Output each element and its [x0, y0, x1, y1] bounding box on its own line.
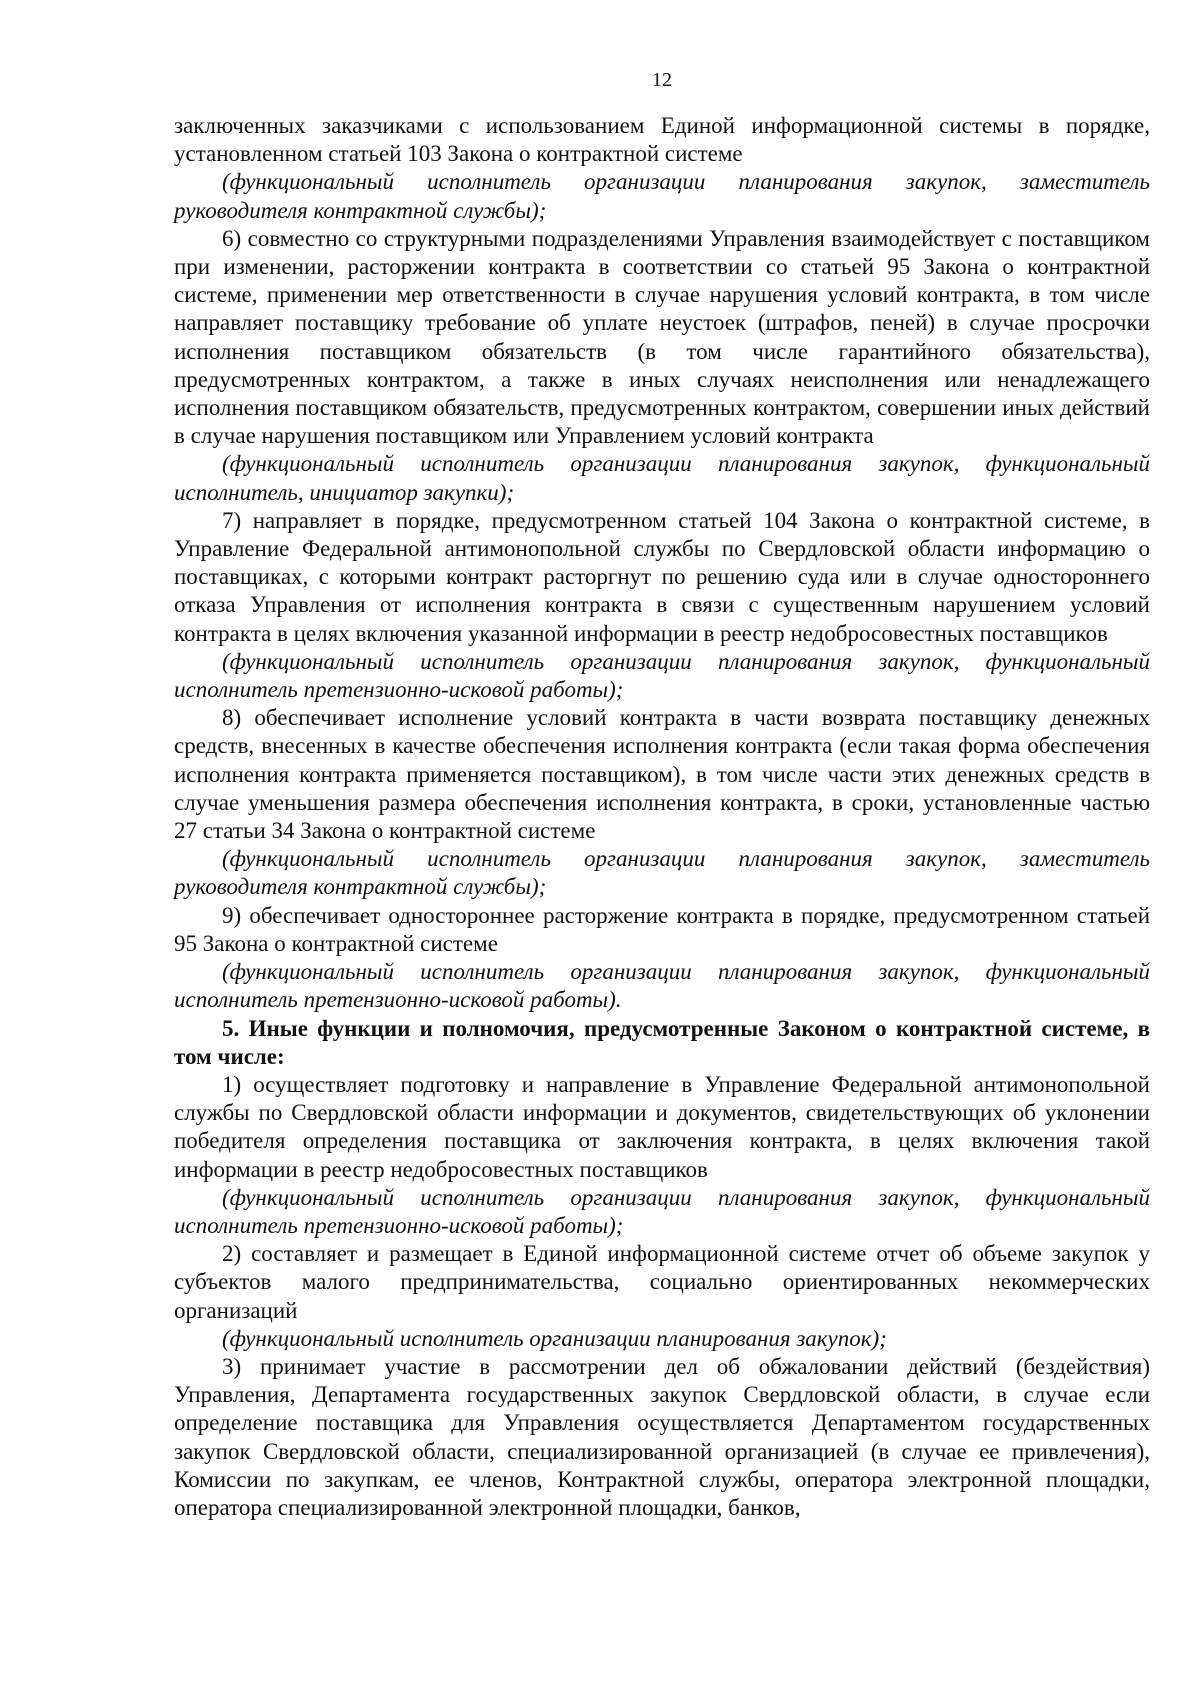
- note-responsible-5: (функциональный исполнитель организации планирования закупок, функциональный исполнитель претензионно-исковой работы).: [174, 959, 1150, 1013]
- note-responsible-4: (функциональный исполнитель организации планирования закупок, заместитель руководителя контрактной службы);: [174, 846, 1150, 900]
- note-responsible-3: (функциональный исполнитель организации планирования закупок, функциональный исполнитель претензионно-исковой работы);: [174, 648, 1150, 703]
- item-8-security-return: 8) обеспечивает исполнение условий контракта в части возврата поставщику денежных средств, внесенных в качестве обеспечения исполнения контракта (если такая форма обеспечения исполнения контракта применяется поставщиком), в том числе части этих денежных средств в случае уменьшения размера обеспечения исполнения контракта, в сроки, установленные частью 27 статьи 34 Закона о контрактной системе: [174, 705, 1150, 844]
- item-6-contract-changes: 6) совместно со структурными подразделениями Управления взаимодействует с поставщиком при изменении, расторжении контракта в соответствии со статьей 95 Закона о контрактной системе, применении мер ответственности в случае нарушения условий контракта, в том числе направляет поставщику требование об уплате неустоек (штрафов, пеней) в случае просрочки исполнения поставщиком обязательств (в том числе гарантийного обязательства), предусмотренных контрактом, а также в иных случаях неисполнения или ненадлежащего исполнения поставщиком обязательств, предусмотренных контрактом, совершении иных действий в случае нарушения поставщиком или Управлением условий контракта: [174, 225, 1150, 449]
- item-1-evasion-info: 1) осуществляет подготовку и направление в Управление Федеральной антимонопольной службы по Свердловской области информации и документов, свидетельствующих об уклонении победителя определения поставщика от заключения контракта, в целях включения такой информации в реестр недобросовестных поставщиков: [174, 1071, 1150, 1182]
- note-responsible-7: (функциональный исполнитель организации планирования закупок);: [222, 1325, 887, 1351]
- document-page: [174, 68, 1150, 1522]
- page-number: 12: [652, 69, 672, 91]
- paragraph-intro-continuation: заключенных заказчиками с использованием Единой информационной системы в порядке, установленном статьей 103 Закона о контрактной системе: [174, 113, 1150, 167]
- item-7-unfair-suppliers: 7) направляет в порядке, предусмотренном статьей 104 Закона о контрактной системе, в Управление Федеральной антимонопольной службы по Свердловской области информацию о поставщиках, с которыми контракт расторгнут по решению суда или в случае одностороннего отказа Управления от исполнения контракта в связи с существенным нарушением условий контракта в целях включения указанной информации в реестр недобросовестных поставщиков: [174, 507, 1150, 646]
- note-responsible-1: (функциональный исполнитель организации планирования закупок, заместитель руководителя контрактной службы);: [174, 169, 1150, 223]
- item-9-termination: 9) обеспечивает одностороннее расторжение контракта в порядке, предусмотренном статьей 95 Закона о контрактной системе: [174, 902, 1150, 956]
- note-responsible-2: (функциональный исполнитель организации планирования закупок, функциональный исполнитель, инициатор закупки);: [174, 451, 1150, 505]
- section-5-heading: 5. Иные функции и полномочия, предусмотренные Законом о контрактной системе, в том числе:: [174, 1015, 1150, 1069]
- item-3-appeals: 3) принимает участие в рассмотрении дел об обжаловании действий (бездействия) Управления, Департамента государственных закупок Свердловской области, в случае если определение поставщика для Управления осуществляется Департаментом государственных закупок Свердловской области, специализированной организацией (в случае ее привлечения), Комиссии по закупкам, ее членов, Контрактной службы, оператора электронной площадки, оператора специализированной электронной площадки, банков,: [174, 1353, 1150, 1520]
- item-2-small-business-report: 2) составляет и размещает в Единой информационной системе отчет об объеме закупок у субъектов малого предпринимательства, социально ориентированных некоммерческих организаций: [174, 1241, 1150, 1323]
- note-responsible-6: (функциональный исполнитель организации планирования закупок, функциональный исполнитель претензионно-исковой работы);: [174, 1184, 1150, 1238]
